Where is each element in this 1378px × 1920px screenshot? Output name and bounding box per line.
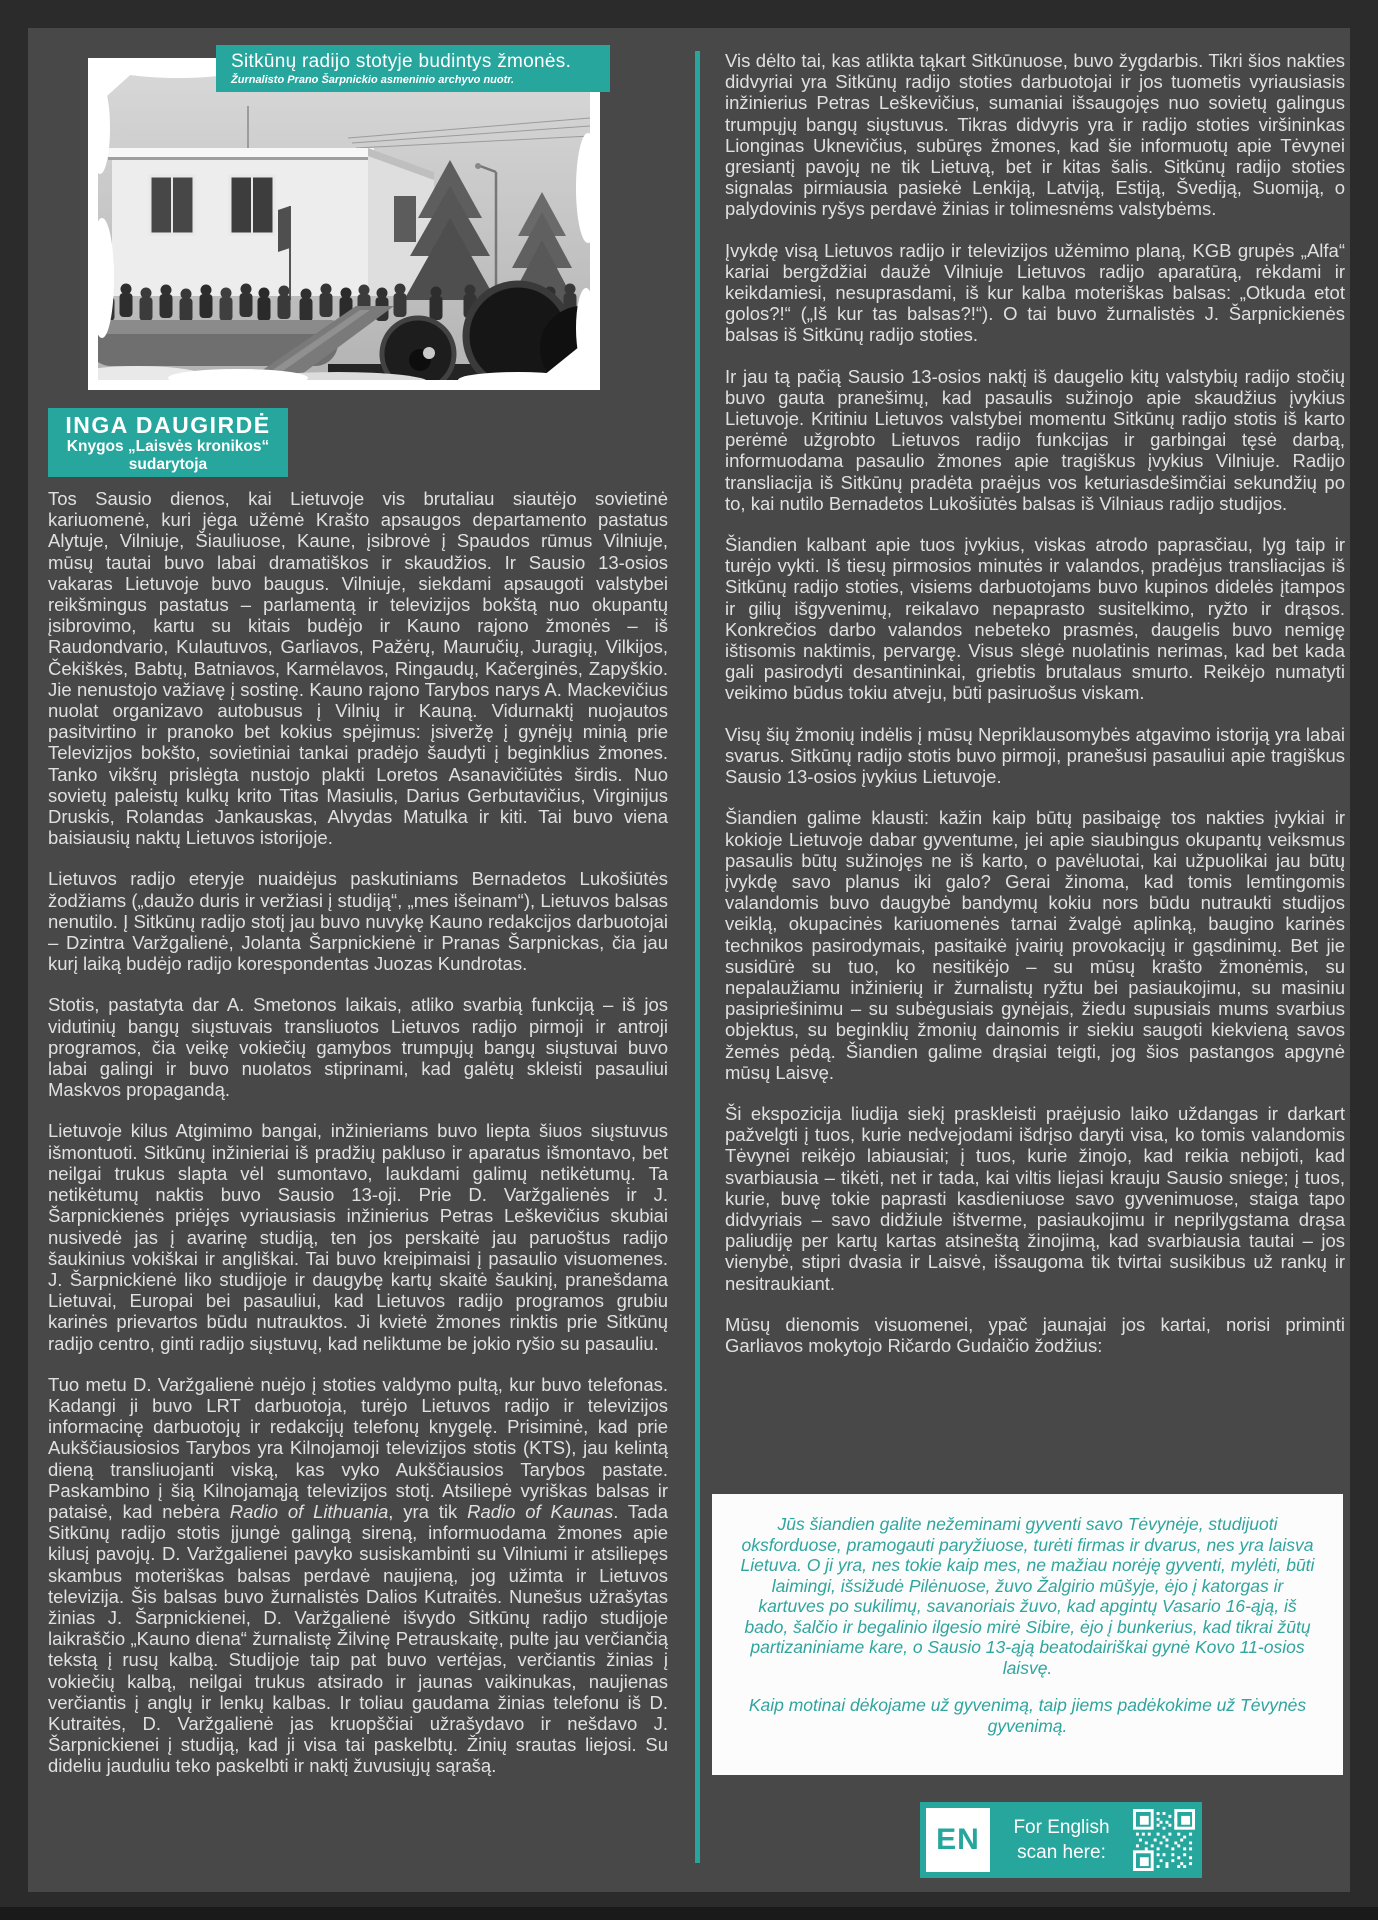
- text-segment: . Tada Sitkūnų radijo stotis įjungė galingą sireną, informuodama žmones apie kilusį pavojų. D. Varžgalienei pavyko susiskambinti su Vilniumi ir atsiliepęs skambus moteriškas balsas perdavė naujieną, jog užimta ir Lietuvos televizija. Šis balsas buvo žurnalistės Dalios Kutraitės. Nunešus užrašytas žinias J. Šarpnickienei, D. Varžgalienė išvydo Sitkūnų radijo studijoje laikraščio „Kauno diena“ žurnalistę Žilvinę Petrauskaitę, pulte jau verčiančią tekstą į rusų kalbą. Studijoje taip pat buvo vertėjas, verčiantis žinias į vokiečių kalbą, neilgai trukus atsirado ir jaunas vaikinukas, naujienas verčiantis į anglų ir lenkų kalbas. Ir toliau gaudama žinias telefonu iš D. Kutraitės, D. Varžgalienė jas kruopščiai užrašydavo ir nešdavo J. Šarpnickienei į studiją, kad ji visa tai paskelbtų. Žinių srautas liejosi. Su dideliu jauduliu teko paskelbti ir naktį žuvusiųjų sąrašą.: [48, 1500, 669, 1777]
- panel-body: [28, 28, 1350, 1892]
- paragraph: Tos Sausio dienos, kai Lietuvoje vis brutaliau siautėjo sovietinė kariuomenė, kuri jėga užėmė Krašto apsaugos departamento pastatus Alytuje, Vilniuje, Šiauliuose, Kaune, įsibrovė į Spaudos rūmus Vilniuje, mūsų tautai buvo labai dramatiškos ir skaudžios. Ir Sausio 13-osios vakaras Lietuvoje buvo baugus. Vilniuje, siekdami apsaugoti valstybei reikšmingus pastatus – parlamentą ir televizijos bokštą nuo okupantų įsibrovimo, kartu su kitais budėjo ir Kauno rajono žmonės – iš Raudondvario, Kulautuvos, Garliavos, Pažėrų, Mauručių, Juragių, Vilkijos, Čekiškės, Babtų, Batniavos, Karmėlavos, Ringaudų, Kačerginės, Zapyškio. Jie nenustojo važiavę į sostinę. Kauno rajono Tarybos narys A. Mackevičius nuolat organizavo autobusus į Vilnių ir Kauną. Vidurnaktį nuojautos pasitvirtino ir pranoko bet kokius spėjimus: įsiveržę į gynėjų minią prie Televizijos bokšto, sovietiniai tankai pradėjo šaudyti į beginklius žmones. Tanko vikšrų prislėgta nustojo plakti Loretos Asanavičiūtės širdis. Nuo sovietų paleistų kulkų krito Titas Masiulis, Darius Gerbutavičius, Virginijus Druskis, Rolandas Jankauskas, Alvydas Matulka ir kiti. Tai buvo viena baisiausių naktų Lietuvos istorijoje.: [48, 488, 668, 849]
- photo-caption: [216, 45, 610, 92]
- scan-instruction-line2: scan here:: [1017, 1842, 1106, 1863]
- left-text-column: [48, 488, 668, 1777]
- paragraph: Mūsų dienomis visuomenei, ypač jaunajai jos kartai, norisi priminti Garliavos mokytojo Ričardo Gudaičio žodžius:: [725, 1313, 1345, 1356]
- scan-instruction: [990, 1815, 1133, 1865]
- scan-instruction-line1: For English: [1013, 1817, 1110, 1838]
- text-segment-italic: Radio of Lithuania: [229, 1500, 389, 1522]
- column-divider: [695, 51, 700, 1863]
- author-role-line2: sudarytoja: [128, 455, 208, 473]
- photo-image: [98, 68, 590, 380]
- quote-box: [712, 1494, 1343, 1775]
- paragraph: Šiandien galime klausti: kažin kaip būtų pasibaigę tos nakties įvykiai ir kokioje Lietuvoje dabar gyventume, jei apie siaubingus okupantų veiksmus pasaulis būtų sužinojęs ne iš karto, o pavėluotai, kai užpuolikai jau būtų įvykdę savo planus iki galo? Gerai žinoma, kad tomis lemtingomis valandomis buvo daugybė bandymų kokiu nors būdu nutraukti studijos veiklą, okupacinės kariuomenės tarnai žvalgė aplinką, baugino karinės technikos pasirodymais, pasitaikė įvairių provokacijų ir gąsdinimų. Bet jie susidūrė su tuo, ko nesitikėjo – su mūsų krašto žmonėmis, su nepalaužiamu inžinierių ir žurnalistų ryžtu bei pasiaukojimu, su masiniu pasipriešinimu – su subėgusiais gynėjais, žiedu supusiais mums svarbius objektus, su beginklių žmonių dainomis ir siekiu saugoti kiekvieną savos žemės pėdą. Šiandien galime drąsiai teigti, jog šios pastangos apgynė mūsų Laisvę.: [725, 807, 1345, 1083]
- paragraph: Lietuvoje kilus Atgimimo bangai, inžinieriams buvo liepta šiuos siųstuvus išmontuoti. Sitkūnų inžinieriai iš pradžių pakluso ir aparatus išmontavo, bet neilgai trukus slapta vėl sumontavo, laukdami galimų netikėtumų. Ta netikėtumų naktis buvo Sausio 13-oji. Prie D. Varžgalienės ir J. Šarpnickienės priėjęs vyriausiasis inžinierius Petras Leškevičius skubiai nusivedė jas į avarinę studiją, ten jos perskaitė jau paruoštus radijo šaukinius vokiškai ir angliškai. Tai buvo kreipimaisi į pasaulio visuomenes. J. Šarpnickienė liko studijoje ir daugybę kartų skaitė šaukinį, pranešdama Lietuvai, Europai bei pasauliui, kad Lietuvos radijo programos grubiu karinės prievartos būdu nutrauktos. Ji kvietė žmones rinktis prie Sitkūnų radijo centro, ginti radijo siųstuvų, kad neliktume be jokio ryšio su pasauliu.: [48, 1120, 668, 1354]
- qr-code-icon: [1133, 1809, 1195, 1871]
- text-segment-italic: Radio of Kaunas: [467, 1500, 614, 1522]
- paragraph: Visų šių žmonių indėlis į mūsų Nepriklausomybės atgavimo istoriją yra labai svarus. Sitkūnų radijo stotis buvo pirmoji, pranešusi pasauliui apie tragiškus Sausio 13-osios įvykius Lietuvoje.: [725, 723, 1345, 788]
- paragraph: Ir jau tą pačią Sausio 13-osios naktį iš daugelio kitų valstybių radijo stočių buvo gauta pranešimų, kad pasaulis sužinojo apie skaudžius įvykius Lietuvoje. Kritiniu Lietuvos valstybei momentu Sitkūnų radijo stotis iš karto perėmė užgrobto Lietuvos radijo funkcijas ir garbingai tęsė darbą, informuodama pasaulio žmones apie tragiškus įvykius Vilniuje. Radijo transliacija iš Sitkūnų pradėta praėjus vos keturiasdešimčiai sekundžių po to, kai nutilo Bernadetos Lukošiūtės balsas iš Vilniaus radijo studijos.: [725, 365, 1345, 514]
- quote-paragraph: Jūs šiandien galite nežeminami gyventi savo Tėvynėje, studijuoti oksforduose, pramogauti paryžiuose, turėti firmas ir dvarus, nes yra laisva Lietuva. O ji yra, nes tokie kaip mes, ne mažiau norėję gyventi, mylėti, būti laimingi, išsižudė Pilėnuose, žuvo Žalgirio mūšyje, ėjo į katorgas ir kartuves po sukilimų, savanoriais žuvo, kad apgintų Vasario 16-ąją, iš bado, šalčio ir begalinio ilgesio mirė Sibire, ėjo į bunkerius, kad tikrai žūtų partizaniniame kare, o Sausio 13-ąją beatodairiškai gynė Kovo 11-osios laisvę.: [740, 1514, 1315, 1678]
- english-language-badge: [920, 1802, 1202, 1878]
- en-code-label: EN: [936, 1823, 980, 1856]
- paragraph: Įvykdę visą Lietuvos radijo ir televizijos užėmimo planą, KGB grupės „Alfa“ kariai bergždžiai daužė Vilniuje Lietuvos radijo aparatūrą, rėkdami ir keikdamiesi, nesuprasdami, iš kur kalba moteriškas balsas: „Otkuda etot golos?!“ („Iš kur tas balsas?!“). O tai buvo žurnalistės J. Šarpnickienės balsas iš Sitkūnų radijo stoties.: [725, 239, 1345, 346]
- text-segment: , yra tik: [388, 1500, 468, 1522]
- paragraph: Šiandien kalbant apie tuos įvykius, viskas atrodo paprasčiau, lyg taip ir turėjo vykti. Iš tiesų pirmosios minutės ir valandos, pradėjus transliacijas iš Sitkūnų radijo stoties, visiems darbuotojams buvo kupinos didelės įtampos ir gilių išgyvenimų, reikalavo nepaprasto susitelkimo, ryžto ir drąsos. Konkrečios darbo valandos nebeteko prasmės, daugelis buvo nemigę ištisomis naktimis, pervargę. Visus slėgė nuolatinis nerimas, kad bet kada gali pasirodyti desantininkai, griebtis brutalaus smurto. Reikėjo numatyti veikimo būdus tokiu atveju, būti pasiruošus viskam.: [725, 534, 1345, 704]
- right-text-column: [725, 50, 1345, 1356]
- author-role-line1: Knygos „Laisvės kronikos“: [66, 437, 270, 455]
- quote-paragraph: Kaip motinai dėkojame už gyvenimą, taip jiems padėkokime už Tėvynės gyvenimą.: [748, 1695, 1307, 1736]
- photo-caption-credit: Žurnalisto Prano Šarpnickio asmeninio archyvo nuotr.: [231, 74, 515, 86]
- paragraph: [48, 1374, 668, 1777]
- bottom-shadow-strip: [0, 1907, 1378, 1920]
- photo-caption-title: Sitkūnų radijo stotyje budintys žmonės.: [231, 51, 572, 72]
- paragraph: Ši ekspozicija liudija siekį praskleisti praėjusio laiko uždangas ir darkart pažvelgti į tuos, kurie nedvejodami išdrįso daryti visa, ko tomis valandomis Tėvynei reikėjo labiausiai; į tuos, kurie žinojo, kad reikia nebijoti, kad svarbiausia – tikėti, net ir tada, kai viltis liejasi krauju Sausio sniege; į tuos, kurie, buvę tokie paprasti kasdieniuose savo gyvenimuose, staiga tapo didvyriais – savo didžiule ištverme, pasiaukojimu ir neprilygstama drąsa paliudiję per kartų kartas atsineštą žinojimą, kad svarbiausia tautai – jos vienybė, stipri dvasia ir Laisvė, išsaugoma tik tvirtai susikibus už rankų ir nesitraukiant.: [725, 1102, 1345, 1294]
- author-name: INGA DAUGIRDĖ: [65, 411, 271, 438]
- paragraph: Lietuvos radijo eteryje nuaidėjus paskutiniams Bernadetos Lukošiūtės žodžiams („daužo duris ir veržiasi į studiją“, „mes išeinam“), Lietuvos balsas nenutilo. Į Sitkūnų radijo stotį jau buvo nuvykę Kauno redakcijos darbuotojai – Dzintra Varžgalienė, Jolanta Šarpnickienė ir Pranas Šarpnickas, čia jau kurį laiką budėjo radijo korespondentas Juozas Kundrotas.: [48, 868, 668, 975]
- paragraph: Vis dėlto tai, kas atlikta tąkart Sitkūnuose, buvo žygdarbis. Tikri šios nakties didvyriai yra Sitkūnų radijo stoties darbuotojai ir jos tuometis vyriausiasis inžinierius Petras Leškevičius, sumaniai išsaugojęs nuo sovietų galingus trumpųjų bangų siųstuvus. Tikras didvyris yra ir radijo stoties viršininkas Lionginas Uknevičius, subūręs žmones, kad šie informuotų apie Tėvynei gresiantį pavojų ne tik Lietuvą, bet ir kitas šalis. Sitkūnų radijo stoties signalas pirmiausia pasiekė Lenkiją, Latviją, Estiją, Švediją, Suomiją, o palydovinis ryšys perdavė žinias ir tolimesnėms valstybėms.: [725, 50, 1345, 220]
- author-box: [48, 408, 288, 477]
- paragraph: Stotis, pastatyta dar A. Smetonos laikais, atliko svarbią funkciją – iš jos vidutinių bangų siųstuvais transliuotos Lietuvos radijo pirmoji ir antroji programos, čia veikę vokiečių gamybos trumpųjų bangų siųstuvai buvo labai galingi ir buvo nuolatos stiprinami, kad galėtų skleisti pasauliui Maskvos propagandą.: [48, 994, 668, 1101]
- photo-sitkunai-station: [88, 51, 600, 390]
- text-segment: Tuo metu D. Varžgalienė nuėjo į stoties valdymo pultą, kur buvo telefonas. Kadangi ji buvo LRT darbuotoja, turėjo Lietuvos radijo ir televizijos informacinę darbuotojų ir redakcijų telefonų knygelę. Prisiminė, kad prie Aukščiausiosios Tarybos yra Kilnojamoji televizijos stotis (KTS), jau kelintą dieną transliuojanti viską, kas vyko Aukščiausios Tarybos pastate. Paskambino į šią Kilnojamąją televizijos stotį. Atsiliepė vyriškas balsas ir pataisė, kad nebėra: [48, 1373, 668, 1522]
- en-code-box: [926, 1808, 990, 1872]
